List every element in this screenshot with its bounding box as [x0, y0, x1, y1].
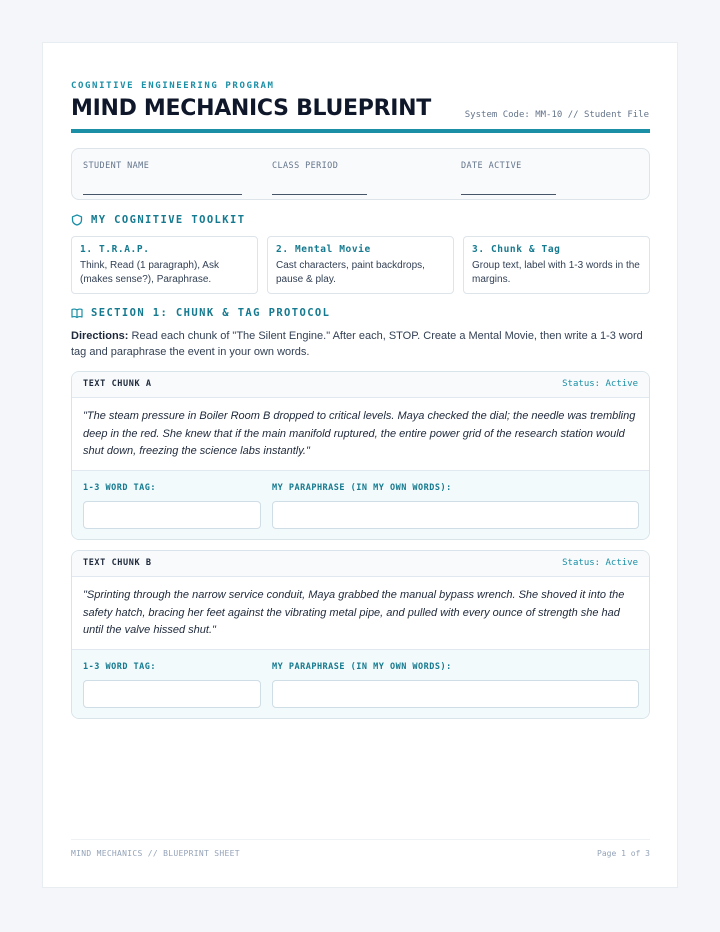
title-rule: [71, 129, 650, 133]
class-period-field[interactable]: [272, 161, 338, 171]
toolkit-heading-text: MY COGNITIVE TOOLKIT: [91, 214, 246, 226]
tag-input[interactable]: [83, 501, 261, 529]
system-code: System Code: MM-10 // Student File: [464, 110, 649, 120]
status-badge: Status: Active: [562, 558, 638, 568]
chunk-header: [72, 551, 649, 577]
class-period-line[interactable]: [272, 194, 367, 195]
paraphrase-label: MY PARAPHRASE (IN MY OWN WORDS):: [272, 662, 452, 672]
chunk-answer-area: [72, 471, 649, 539]
tag-label: 1-3 WORD TAG:: [83, 483, 157, 493]
text-chunk-b: [71, 550, 650, 719]
shield-icon: [71, 214, 83, 226]
class-period-label: CLASS PERIOD: [272, 161, 339, 171]
chunk-passage: "Sprinting through the narrow service conduit, Maya grabbed the manual bypass wrench. She shoved it into the safety hatch, bracing her feet against the vibrating metal pipe, and pulled with every ounce of strength she had until the valve hissed shut.": [72, 577, 649, 650]
text-chunk-a: [71, 371, 650, 540]
student-name-line[interactable]: [83, 194, 242, 195]
toolkit-card-desc: Group text, label with 1-3 words in the margins.: [472, 260, 640, 285]
page-number: Page 1 of 3: [597, 849, 650, 858]
date-active-label: DATE ACTIVE: [461, 161, 522, 171]
toolkit-card-desc: Think, Read (1 paragraph), Ask (makes sense?), Paraphrase.: [80, 260, 219, 285]
chunk-label: TEXT CHUNK B: [83, 558, 152, 568]
status-badge: Status: Active: [562, 379, 638, 389]
toolkit-card-desc: Cast characters, paint backdrops, pause & play.: [276, 260, 425, 285]
toolkit-heading: [71, 214, 245, 226]
student-name-field[interactable]: [83, 161, 149, 171]
tag-label: 1-3 WORD TAG:: [83, 662, 157, 672]
toolkit-card-title: 2. Mental Movie: [276, 244, 371, 255]
date-active-line[interactable]: [461, 194, 556, 195]
paraphrase-label: MY PARAPHRASE (IN MY OWN WORDS):: [272, 483, 452, 493]
directions-text: Read each chunk of "The Silent Engine." After each, STOP. Create a Mental Movie, then write a 1-3 word tag and paraphrase the event in your own words.: [71, 330, 643, 358]
paraphrase-input[interactable]: [272, 680, 639, 708]
directions-label: Directions:: [71, 330, 129, 342]
page-title: MIND MECHANICS BLUEPRINT: [71, 96, 431, 121]
toolkit-card-trap: [71, 236, 258, 294]
date-active-field[interactable]: [461, 161, 522, 171]
section1-heading: [71, 307, 330, 319]
toolkit-card-chunk-tag: [463, 236, 650, 294]
chunk-header: [72, 372, 649, 398]
toolkit-cards: [71, 236, 650, 294]
program-label: COGNITIVE ENGINEERING PROGRAM: [71, 81, 275, 91]
toolkit-card-title: 3. Chunk & Tag: [472, 244, 561, 255]
chunk-passage: "The steam pressure in Boiler Room B dropped to critical levels. Maya checked the dial; the needle was trembling deep in the red. She knew that if the main manifold ruptured, the entire power grid of the research station would shut down, freezing the science labs instantly.": [72, 398, 649, 471]
book-icon: [71, 307, 83, 319]
paraphrase-input[interactable]: [272, 501, 639, 529]
tag-input[interactable]: [83, 680, 261, 708]
worksheet-page: [42, 42, 678, 888]
toolkit-card-title: 1. T.R.A.P.: [80, 244, 150, 255]
chunk-answer-area: [72, 650, 649, 718]
toolkit-card-mental-movie: [267, 236, 454, 294]
student-info-box: [71, 148, 650, 200]
section1-heading-text: SECTION 1: CHUNK & TAG PROTOCOL: [91, 307, 331, 319]
directions: [71, 328, 650, 360]
page-footer: [71, 839, 650, 858]
student-name-label: STUDENT NAME: [83, 161, 150, 171]
chunk-label: TEXT CHUNK A: [83, 379, 152, 389]
footer-label: MIND MECHANICS // BLUEPRINT SHEET: [71, 849, 240, 858]
